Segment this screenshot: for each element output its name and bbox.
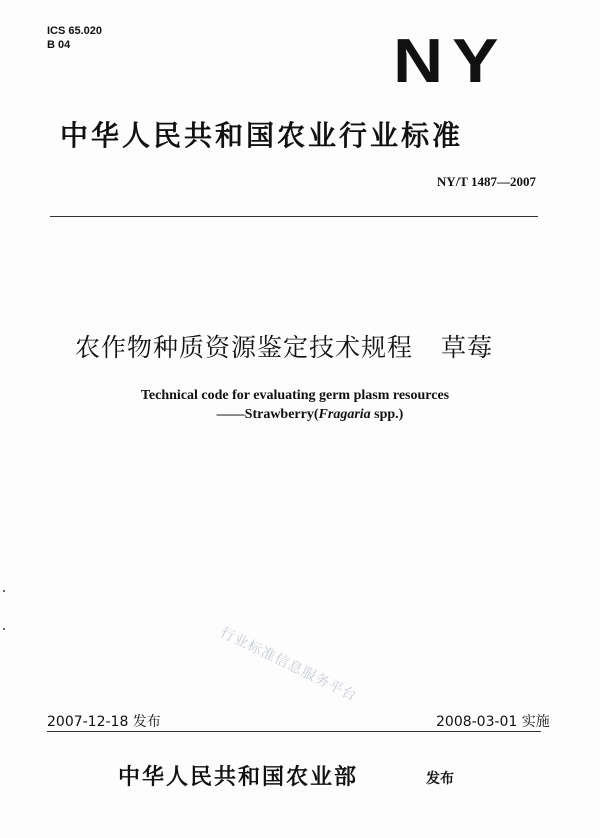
standard-category-title: 中华人民共和国农业行业标准 xyxy=(60,119,464,152)
ccs-code: B 04 xyxy=(47,39,71,51)
title-cn-main: 农作物种质资源鉴定技术规程 xyxy=(75,333,414,362)
watermark: 行业标准信息服务平台 xyxy=(217,624,360,705)
scan-speck xyxy=(3,590,5,592)
scan-speck xyxy=(3,628,5,630)
title-en-line2 xyxy=(0,405,590,424)
title-en-line2-prefix: ——Strawberry( xyxy=(216,407,319,422)
document-title-cn xyxy=(75,333,493,363)
implement-date: 2008-03-01 实施 xyxy=(436,714,550,730)
title-en-line1: Technical code for evaluating germ plasm resources xyxy=(140,388,450,403)
issuer-name: 中华人民共和国农业部 xyxy=(118,765,359,790)
publish-date: 2007-12-18 发布 xyxy=(47,714,161,730)
footer-divider xyxy=(47,731,541,732)
ics-code: ICS 65.020 xyxy=(47,25,103,37)
title-en-latin-name: Fragaria xyxy=(318,407,371,422)
issuer-suffix: 发布 xyxy=(426,771,454,787)
title-cn-sub: 草莓 xyxy=(441,333,494,362)
header-divider xyxy=(50,216,538,217)
ny-logo: NY xyxy=(393,27,508,96)
standard-number: NY/T 1487—2007 xyxy=(436,174,536,189)
document-title-en xyxy=(0,386,590,424)
classification-codes xyxy=(47,24,102,52)
title-en-line2-suffix: spp.) xyxy=(370,407,404,422)
